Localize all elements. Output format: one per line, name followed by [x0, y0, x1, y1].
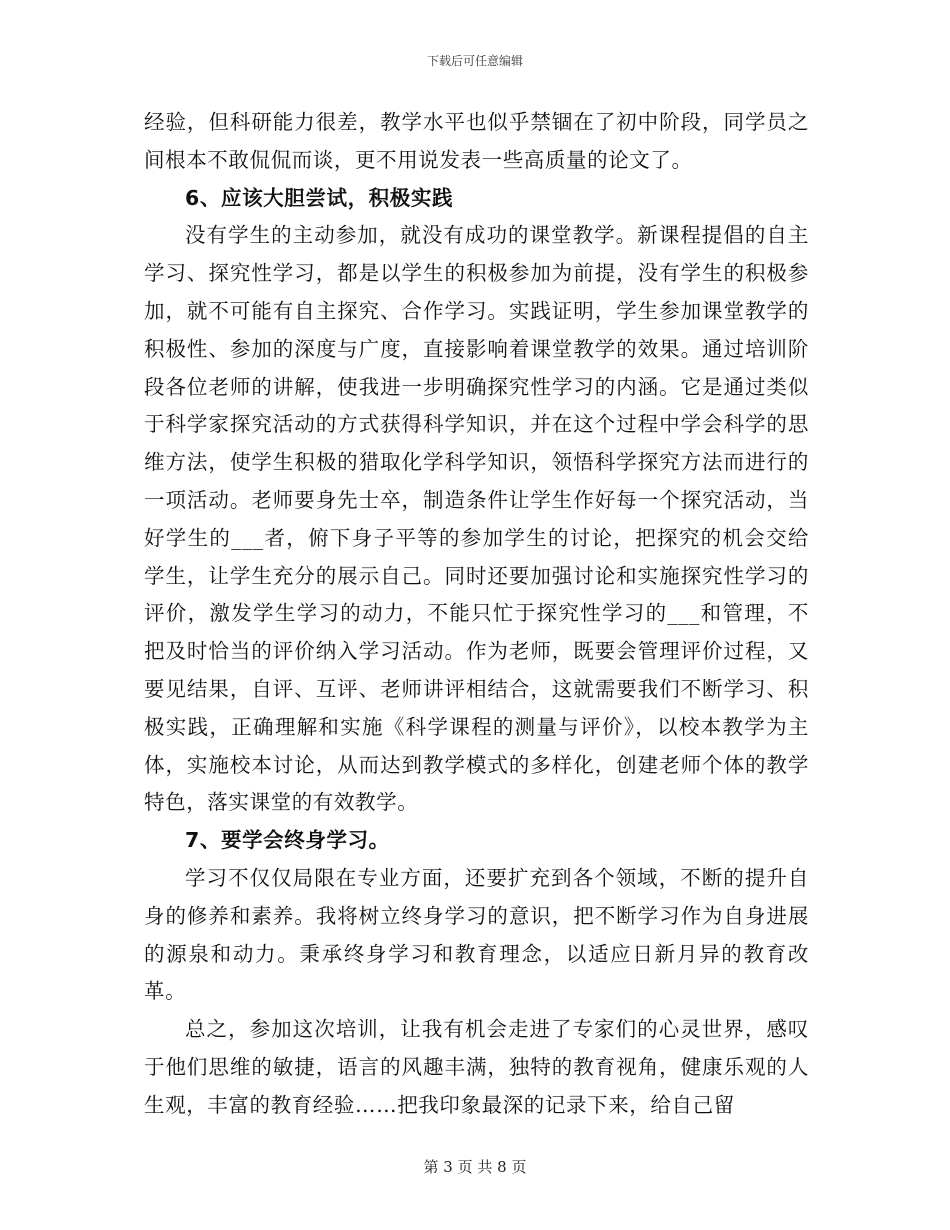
section-heading-7: 7、要学会终身学习。 — [185, 828, 390, 853]
document-body — [144, 104, 809, 1125]
page-number-footer: 第 3 页 共 8 页 — [423, 1158, 527, 1176]
continued-paragraph: 经验，但科研能力很差，教学水平也似乎禁锢在了初中阶段，同学员之间根本不敢侃侃而谈，更不用说发表一些高质量的论文了。 — [144, 110, 809, 172]
page-header: 下载后可任意编辑 — [426, 54, 523, 68]
summary-paragraph: 总之，参加这次培训，让我有机会走进了专家们的心灵世界，感叹于他们思维的敏捷，语言的风趣丰满，独特的教育视角，健康乐观的人生观，丰富的教育经验……把我印象最深的记录下来，给自己留 — [144, 1017, 809, 1117]
section-paragraph-7: 学习不仅仅局限在专业方面，还要扩充到各个领域，不断的提升自身的修养和素养。我将树立终身学习的意识，把不断学习作为自身进展的源泉和动力。秉承终身学习和教育理念，以适应日新月异的教育改革。 — [144, 865, 809, 1004]
section-paragraph-6: 没有学生的主动参加，就没有成功的课堂教学。新课程提倡的自主学习、探究性学习，都是以学生的积极参加为前提，没有学生的积极参加，就不可能有自主探究、合作学习。实践证明，学生参加课堂教学的积极性、参加的深度与广度，直接影响着课堂教学的效果。通过培训阶段各位老师的讲解，使我进一步明确探究性学习的内涵。它是通过类似于科学家探究活动的方式获得科学知识，并在这个过程中学会科学的思维方法，使学生积极的猎取化学科学知识，领悟科学探究方法而进行的一项活动。老师要身先士卒，制造条件让学生作好每一个探究活动，当好学生的___者，俯下身子平等的参加学生的讨论，把探究的机会交给学生，让学生充分的展示自己。同时还要加强讨论和实施探究性学习的评价，激发学生学习的动力，不能只忙于探究性学习的___和管理，不把及时恰当的评价纳入学习活动。作为老师，既要会管理评价过程，又要见结果，自评、互评、老师讲评相结合，这就需要我们不断学习、积极实践，正确理解和实施《科学课程的测量与评价》，以校本教学为主体，实施校本讨论，从而达到教学模式的多样化，创建老师个体的教学特色，落实课堂的有效教学。 — [144, 223, 809, 815]
section-heading-6: 6、应该大胆尝试，积极实践 — [185, 185, 454, 210]
